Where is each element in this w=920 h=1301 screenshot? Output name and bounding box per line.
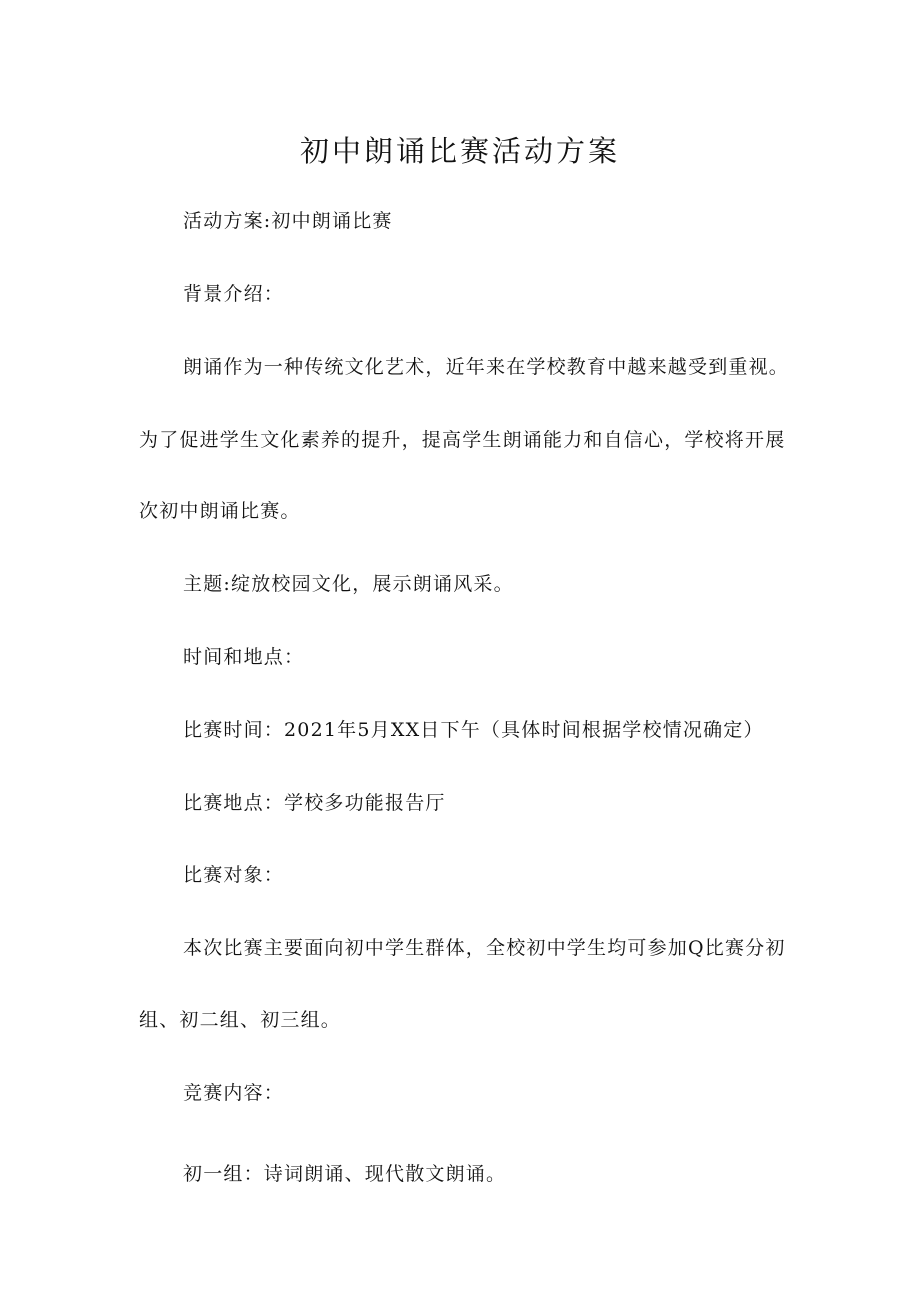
competition-time-line: 比赛时间：2021年5月XX日下午（具体时间根据学校情况确定） <box>183 719 764 741</box>
background-heading: 背景介绍： <box>183 283 285 305</box>
document-title: 初中朗诵比赛活动方案 <box>299 134 620 168</box>
background-paragraph-line-2: 为了促进学生文化素养的提升，提高学生朗诵能力和自信心，学校将开展 <box>139 429 786 451</box>
background-paragraph-line-3: 次初中朗诵比赛。 <box>139 500 301 522</box>
participants-paragraph-line-2: 组、初二组、初三组。 <box>139 1009 342 1031</box>
participants-paragraph-line-1: 本次比赛主要面向初中学生群体，全校初中学生均可参加Q比赛分初 <box>183 937 786 959</box>
content-heading: 竞赛内容： <box>183 1082 285 1104</box>
time-place-heading: 时间和地点： <box>183 646 305 668</box>
participants-heading: 比赛对象： <box>183 864 285 886</box>
theme-line: 主题:绽放校园文化，展示朗诵风采。 <box>183 573 514 595</box>
competition-place-line: 比赛地点：学校多功能报告厅 <box>183 792 446 814</box>
background-paragraph-line-1: 朗诵作为一种传统文化艺术，近年来在学校教育中越来越受到重视。 <box>183 356 790 378</box>
plan-name-line: 活动方案:初中朗诵比赛 <box>183 210 393 232</box>
grade-one-content-line: 初一组：诗词朗诵、现代散文朗诵。 <box>183 1163 507 1185</box>
